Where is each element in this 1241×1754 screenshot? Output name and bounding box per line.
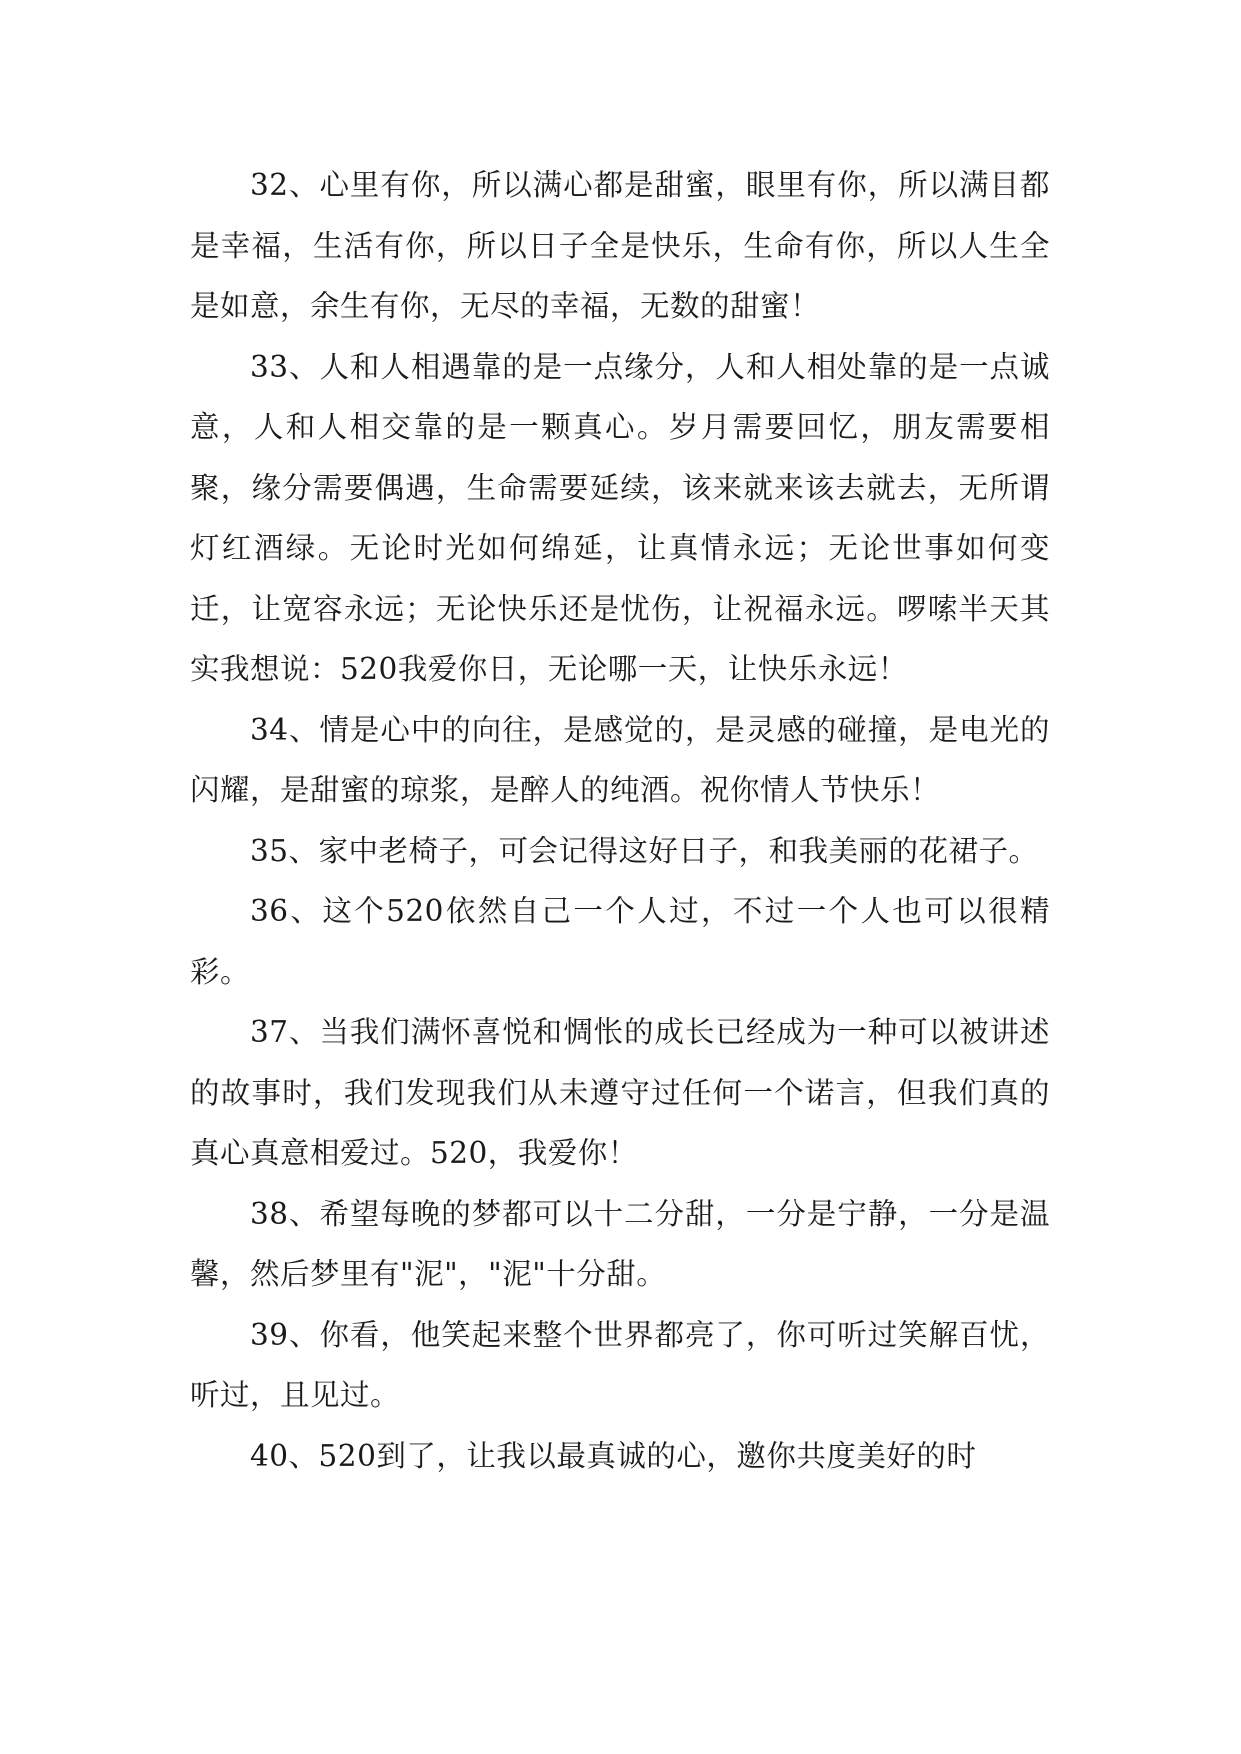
paragraph-37: 37、当我们满怀喜悦和惆怅的成长已经成为一种可以被讲述的故事时，我们发现我们从未遵守过任何一个诺言，但我们真的真心真意相爱过。520，我爱你！ — [190, 1015, 1050, 1170]
paragraph-38: 38、希望每晚的梦都可以十二分甜，一分是宁静，一分是温馨，然后梦里有"泥"，"泥"十分甜。 — [190, 1196, 1050, 1291]
paragraph-34: 34、情是心中的向往，是感觉的，是灵感的碰撞，是电光的闪耀，是甜蜜的琼浆，是醉人的纯酒。祝你情人节快乐！ — [190, 712, 1050, 807]
document-body — [190, 155, 1050, 1486]
paragraph-36: 36、这个520依然自己一个人过，不过一个人也可以很精彩。 — [190, 894, 1050, 989]
paragraph-32: 32、心里有你，所以满心都是甜蜜，眼里有你，所以满目都是幸福，生活有你，所以日子全是快乐，生命有你，所以人生全是如意，余生有你，无尽的幸福，无数的甜蜜！ — [190, 168, 1050, 323]
paragraph-33: 33、人和人相遇靠的是一点缘分，人和人相处靠的是一点诚意，人和人相交靠的是一颗真心。岁月需要回忆，朋友需要相聚，缘分需要偶遇，生命需要延续，该来就来该去就去，无所谓灯红酒绿。无论时光如何绵延，让真情永远；无论世事如何变迁，让宽容永远；无论快乐还是忧伤，让祝福永远。啰嗦半天其实我想说：520我爱你日，无论哪一天，让快乐永远！ — [190, 349, 1050, 686]
paragraph-40: 40、520到了，让我以最真诚的心，邀你共度美好的时 — [250, 1438, 977, 1473]
paragraph-39: 39、你看，他笑起来整个世界都亮了，你可听过笑解百忧，听过，且见过。 — [190, 1317, 1050, 1412]
paragraph-35: 35、家中老椅子，可会记得这好日子，和我美丽的花裙子。 — [250, 833, 1039, 868]
